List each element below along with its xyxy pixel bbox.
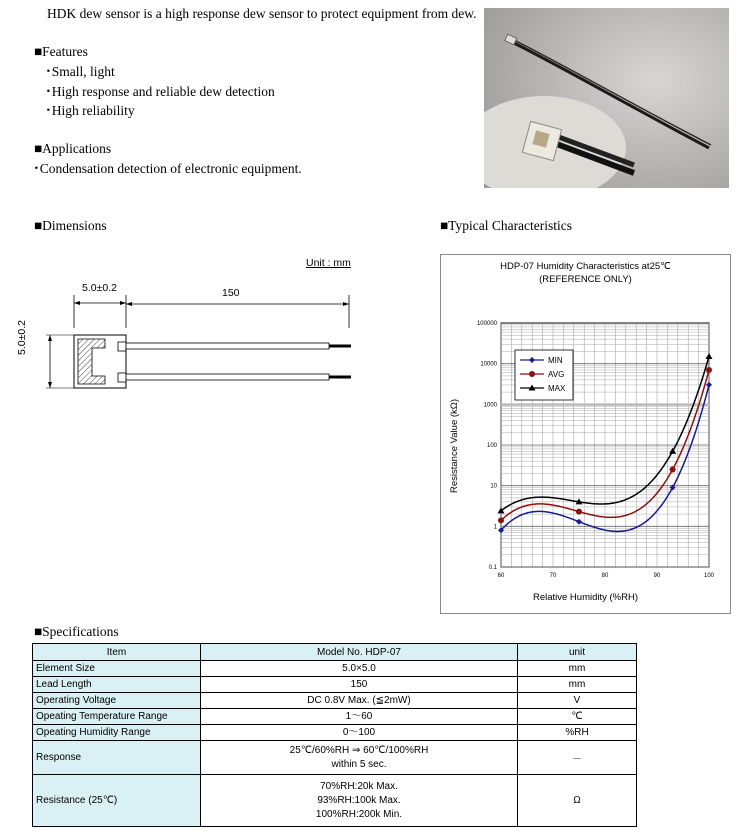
spec-value-cell [201,709,518,725]
spec-unit-cell: ℃ [518,709,637,725]
product-photo [484,8,729,188]
data-point-avg [498,517,504,523]
table-row [33,661,637,677]
table-row [33,775,637,827]
spec-item-cell: Opeating Humidity Range [33,725,201,741]
chart-ylabel: Resistance Value (kΩ) [449,398,460,493]
spec-value-cell [201,693,518,709]
spec-table [32,643,637,827]
spec-item-cell: Resistance (25℃) [33,775,201,827]
spec-unit-cell: Ω [518,775,637,827]
x-tick-label: 70 [549,573,557,579]
spec-value-cell [201,661,518,677]
y-tick-label: 1 [493,524,497,531]
x-tick-label: 100 [703,573,715,579]
y-tick-label: 1000 [483,402,497,409]
length-dimension-label: 150 [222,287,240,299]
y-tick-label: 10000 [480,361,497,368]
features-heading: ■Features [34,44,88,59]
spec-unit-cell: %RH [518,725,637,741]
spec-header-model: Model No. HDP-07 [201,644,518,661]
chart-subtitle: (REFERENCE ONLY) [539,274,632,285]
spec-item-cell: Opeating Temperature Range [33,709,201,725]
width-dimension-label: 5.0±0.2 [82,282,117,294]
legend-label-max: MAX [548,384,566,393]
chart-xlabel: Relative Humidity (%RH) [532,592,639,603]
spec-value-line: 0～100 [342,726,376,738]
spec-value-line: 1～60 [345,710,373,722]
application-item: ･Condensation detection of electronic equipment. [33,161,302,176]
y-tick-label: 0.1 [488,565,497,571]
table-row [33,725,637,741]
typical-heading: ■Typical Characteristics [440,218,573,233]
spec-item-cell: Lead Length [33,677,201,693]
x-tick-label: 90 [653,573,661,579]
applications-heading: ■Applications [34,141,112,156]
feature-item: ･High reliability [45,103,135,118]
spec-unit-cell: － [518,741,637,775]
legend-label-avg: AVG [548,370,565,379]
height-dimension-label: 5.0±0.2 [16,320,28,355]
spec-item-cell: Element Size [33,661,201,677]
spec-unit-cell: mm [518,677,637,693]
spec-value-line: 93%RH:100k Max. [317,794,401,806]
grid-band [501,403,709,406]
intro-text: HDK dew sensor is a high response dew sensor to protect equipment from dew. [47,6,477,21]
dimension-drawing [30,290,360,400]
spec-value-cell [201,725,518,741]
table-row [33,741,637,775]
legend-label-min: MIN [548,356,563,365]
data-point-avg [706,367,712,373]
spec-value-line: 100%RH:200k Min. [315,808,403,820]
spec-value-line: 70%RH:20k Max. [320,780,398,792]
spec-header-row [33,644,637,661]
dimensions-heading: ■Dimensions [34,218,107,233]
spec-value-cell [201,741,518,775]
spec-value-line: 25℃/60%RH ⇒ 60℃/100%RH [289,744,429,756]
spec-header-item: Item [33,644,201,661]
spec-value-cell [201,775,518,827]
chart-plot [441,255,730,613]
data-point-avg [670,466,676,472]
features-list [45,62,275,121]
spec-value-line: 150 [350,678,368,690]
table-row [33,693,637,709]
chart-title: HDP-07 Humidity Characteristics at25℃ [500,261,671,272]
chart-frame [440,254,731,614]
feature-item: ･Small, light [45,64,115,79]
legend-marker-avg [529,371,535,377]
y-tick-label: 10 [490,483,497,490]
spec-unit-cell: mm [518,661,637,677]
x-tick-label: 60 [497,573,505,579]
spec-unit-cell: V [518,693,637,709]
spec-item-cell: Response [33,741,201,775]
spec-item-cell: Operating Voltage [33,693,201,709]
unit-label: Unit : mm [306,257,351,269]
table-row [33,709,637,725]
data-point-avg [576,509,582,515]
spec-value-cell [201,677,518,693]
specifications-heading: ■Specifications [34,624,119,639]
y-tick-label: 100 [486,443,497,449]
feature-item: ･High response and reliable dew detection [45,83,275,99]
spec-value-line: DC 0.8V Max. (≦2mW) [307,694,411,706]
spec-value-line: within 5 sec. [331,758,387,770]
table-row [33,677,637,693]
x-tick-label: 80 [601,573,609,579]
y-tick-label: 100000 [476,321,497,327]
spec-header-unit: unit [518,644,637,661]
spec-value-line: 5.0×5.0 [342,662,376,674]
